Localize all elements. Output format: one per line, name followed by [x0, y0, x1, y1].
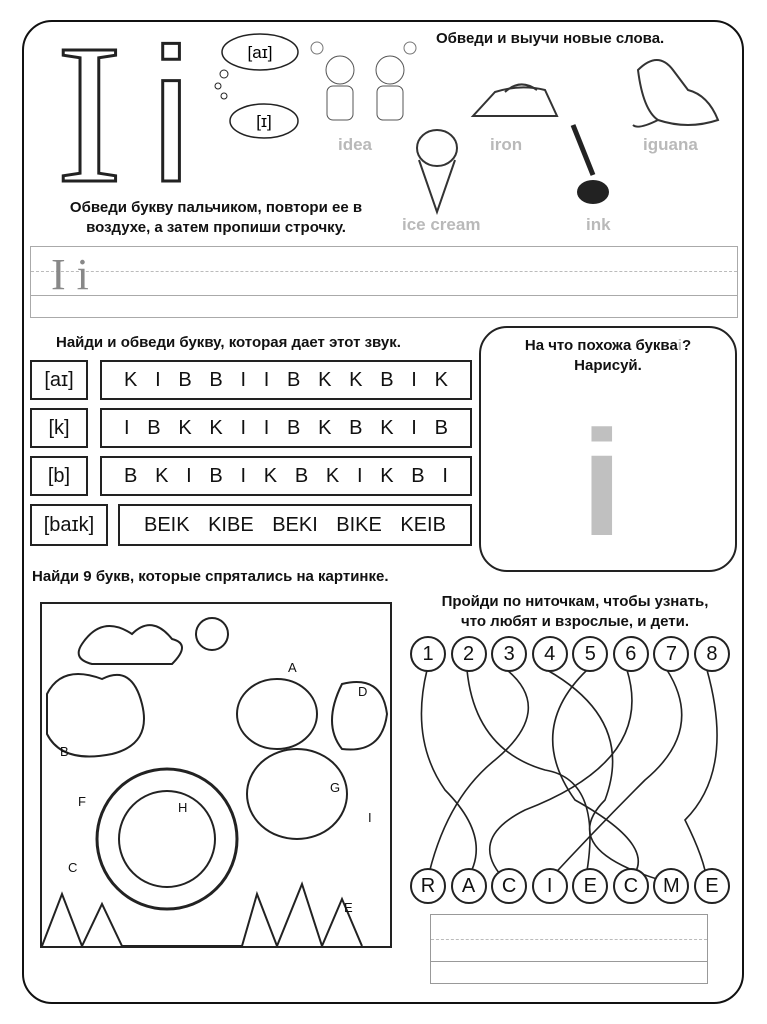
draw-title-line — [481, 336, 735, 356]
threads-numbers — [410, 636, 730, 672]
iguana-picture — [628, 50, 728, 135]
hidden-letter[interactable]: I — [368, 810, 372, 825]
letter-option[interactable]: I — [263, 416, 270, 439]
letter-option[interactable]: I — [411, 416, 417, 439]
letter-circle[interactable]: R — [410, 868, 446, 904]
word-option[interactable]: BEKI — [272, 513, 318, 536]
letter-option[interactable]: B — [209, 464, 223, 487]
letter-option[interactable]: K — [318, 416, 332, 439]
number-circle[interactable]: 1 — [410, 636, 446, 672]
sound-box-2: [k] — [30, 408, 88, 448]
sound-1-text: [aɪ] — [247, 43, 273, 62]
hidden-letters-title: Найди 9 букв, которые спрятались на картинке. — [32, 568, 389, 585]
letter-option[interactable]: K — [178, 416, 192, 439]
number-circle[interactable]: 8 — [694, 636, 730, 672]
trace-line-area[interactable] — [30, 246, 738, 318]
letter-option[interactable]: B — [287, 416, 301, 439]
hidden-letters-picture[interactable] — [40, 602, 392, 948]
big-lower-letter: i — [150, 35, 193, 190]
iron-picture — [465, 78, 565, 128]
letter-option[interactable]: B — [147, 416, 161, 439]
bubble-dot — [221, 93, 227, 99]
word-option[interactable]: BEIK — [144, 513, 190, 536]
letter-option[interactable]: I — [155, 368, 161, 391]
letter-option[interactable]: B — [380, 368, 394, 391]
letter-option[interactable]: B — [287, 368, 301, 391]
letter-option[interactable]: B — [124, 464, 138, 487]
idea-picture — [305, 40, 425, 130]
letter-row-1 — [100, 360, 472, 400]
sound-box-4: [baɪk] — [30, 504, 108, 546]
sound-bubbles — [210, 28, 310, 143]
letter-option[interactable]: I — [186, 464, 192, 487]
letter-option[interactable]: K — [380, 464, 394, 487]
draw-letter: i — [581, 399, 623, 567]
hidden-letter[interactable]: F — [78, 794, 86, 809]
letter-option[interactable]: I — [124, 416, 130, 439]
letter-option[interactable]: I — [356, 464, 363, 487]
draw-title-end: ? — [681, 337, 692, 354]
ink-picture — [565, 120, 615, 210]
letter-row-3 — [100, 456, 472, 496]
word-ice-cream: ice cream — [402, 215, 481, 234]
letter-option[interactable]: K — [380, 416, 394, 439]
jungle-illustration — [42, 604, 390, 946]
threads-title — [405, 592, 745, 632]
letter-circle[interactable]: E — [694, 868, 730, 904]
vocab-title: Обведи и выучи новые слова. — [436, 30, 665, 47]
letter-option[interactable]: B — [294, 464, 309, 487]
hidden-letter[interactable]: E — [344, 900, 353, 915]
letter-option[interactable]: K — [434, 368, 448, 391]
threads-title-line-2: что любят и взрослые, и дети. — [460, 613, 689, 630]
letter-circle[interactable]: M — [653, 868, 689, 904]
letter-option[interactable]: B — [434, 416, 448, 439]
letter-circle[interactable]: C — [491, 868, 527, 904]
number-circle[interactable]: 2 — [451, 636, 487, 672]
letter-option[interactable]: I — [240, 464, 247, 487]
answer-lines[interactable] — [430, 914, 708, 984]
word-option[interactable]: BIKE — [336, 513, 382, 536]
big-letter-graphic — [50, 35, 210, 190]
trace-sample: I i — [51, 250, 89, 299]
letter-option[interactable]: K — [155, 464, 169, 487]
number-circle[interactable]: 4 — [532, 636, 568, 672]
letter-option[interactable]: I — [240, 416, 247, 439]
draw-title-letter: i — [677, 337, 682, 354]
number-circle[interactable]: 6 — [613, 636, 649, 672]
big-upper-letter: I — [56, 35, 123, 190]
letter-option[interactable]: I — [263, 368, 270, 391]
letter-option[interactable]: K — [325, 464, 340, 487]
word-iguana: iguana — [643, 135, 698, 154]
word-iron: iron — [490, 135, 523, 154]
threads-letters — [410, 868, 730, 904]
draw-box[interactable] — [479, 326, 737, 572]
letter-option[interactable]: I — [411, 368, 417, 391]
letter-circle[interactable]: E — [572, 868, 608, 904]
letter-circle[interactable]: C — [613, 868, 649, 904]
sound-box-3: [b] — [30, 456, 88, 496]
letter-circle[interactable]: A — [451, 868, 487, 904]
find-sound-title: Найди и обведи букву, которая дает этот звук. — [56, 334, 401, 351]
number-circle[interactable]: 7 — [653, 636, 689, 672]
letter-option[interactable]: B — [178, 368, 192, 391]
letter-circle[interactable]: I — [532, 868, 568, 904]
letter-option[interactable]: B — [349, 416, 363, 439]
number-circle[interactable]: 3 — [491, 636, 527, 672]
draw-title-text: На что похожа буква — [524, 337, 678, 354]
bubble-dot — [220, 70, 228, 78]
letter-option[interactable]: B — [411, 464, 425, 487]
letter-option[interactable]: K — [349, 368, 363, 391]
word-option[interactable]: KEIB — [400, 513, 446, 536]
letter-option[interactable]: K — [318, 368, 332, 391]
trace-instruction — [36, 198, 396, 238]
letter-row-2 — [100, 408, 472, 448]
word-ink: ink — [586, 215, 611, 234]
draw-subtitle: Нарисуй. — [574, 357, 642, 374]
bubble-dot — [215, 83, 221, 89]
number-circle[interactable]: 5 — [572, 636, 608, 672]
hidden-letter[interactable]: G — [330, 780, 341, 795]
trace-instruction-line-2: воздухе, а затем пропиши строчку. — [86, 219, 346, 236]
draw-title — [481, 336, 735, 376]
sound-2-text: [ɪ] — [256, 112, 272, 131]
hidden-letter[interactable]: D — [358, 684, 368, 699]
hidden-letter[interactable]: C — [68, 860, 78, 875]
word-row — [118, 504, 472, 546]
letter-option[interactable]: K — [124, 368, 138, 391]
ice-cream-picture — [412, 120, 462, 215]
letter-option[interactable]: I — [240, 368, 247, 391]
hidden-letter[interactable]: B — [60, 744, 69, 759]
hidden-letter[interactable]: A — [288, 660, 297, 675]
trace-instruction-line-1: Обведи букву пальчиком, повтори ее в — [69, 199, 363, 216]
hidden-letter[interactable]: H — [178, 800, 188, 815]
word-idea: idea — [338, 135, 373, 154]
letter-option[interactable]: I — [442, 464, 448, 487]
letter-option[interactable]: K — [209, 416, 223, 439]
threads-lines — [405, 650, 735, 890]
threads-title-line-1: Пройди по ниточкам, чтобы узнать, — [441, 593, 709, 610]
word-option[interactable]: KIBE — [208, 513, 254, 536]
sound-box-1: [aɪ] — [30, 360, 88, 400]
letter-option[interactable]: K — [263, 464, 278, 487]
letter-option[interactable]: B — [209, 368, 223, 391]
